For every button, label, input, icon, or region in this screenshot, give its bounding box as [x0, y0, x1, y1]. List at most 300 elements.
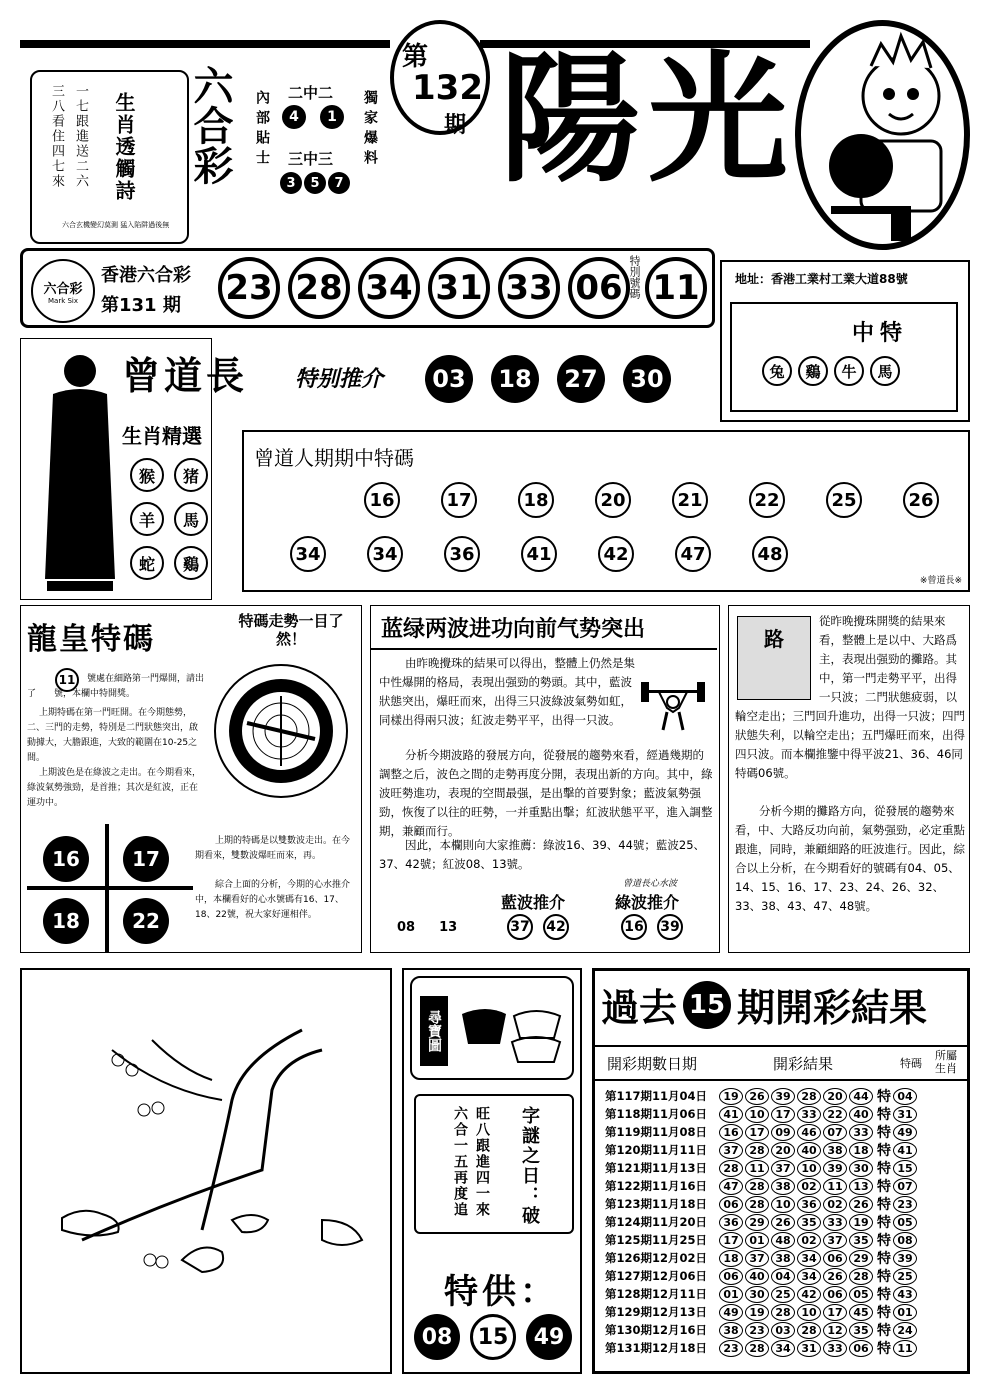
- results-ball: 26: [823, 1268, 847, 1285]
- results-period: 第126期12月02日: [605, 1251, 708, 1265]
- zeng-special-ball: 48: [752, 536, 788, 572]
- results-ball: 06: [719, 1268, 743, 1285]
- results-ball: 38: [823, 1142, 847, 1159]
- results-ball: 10: [797, 1304, 821, 1321]
- results-ball: 35: [849, 1322, 873, 1339]
- results-ball: 48: [771, 1232, 795, 1249]
- dragon-n1: 上期的特碼是以雙數波走出。在今期看來，雙數波爆旺而來，再。: [195, 836, 351, 861]
- newspaper-title: 陽光: [500, 38, 797, 202]
- results-ball: 28: [797, 1088, 821, 1105]
- er-nums: [282, 105, 344, 129]
- results-ball: 26: [745, 1088, 769, 1105]
- results-ball: 26: [771, 1214, 795, 1231]
- blue-ball: 37: [507, 914, 533, 940]
- results-ball: 18: [719, 1250, 743, 1267]
- results-ball: 01: [719, 1286, 743, 1303]
- results-period: 第124期11月20日: [605, 1215, 708, 1229]
- address: 地址：香港工業村工業大道88號: [735, 272, 908, 286]
- zeng-feature-ball: 03: [425, 355, 473, 403]
- results-ball: 29: [745, 1214, 769, 1231]
- results-te: 特: [877, 1125, 891, 1141]
- zeng-special-ball: 34: [290, 536, 326, 572]
- results-ball: 39: [771, 1088, 795, 1105]
- wave-p3: 因此，本欄則向大家推薦：綠波16、39、44號；藍波25、37、42號；紅波08、13號。: [379, 838, 706, 871]
- results-ball: 16: [719, 1124, 743, 1141]
- results-ball: 05: [849, 1286, 873, 1303]
- san-num-ball: 7: [328, 172, 350, 194]
- results-ball: 12: [823, 1322, 847, 1339]
- results-ball: 11: [823, 1178, 847, 1195]
- results-ball: 06: [823, 1286, 847, 1303]
- road-image-label: 路: [764, 627, 784, 651]
- results-ball: 09: [771, 1124, 795, 1141]
- inside-tips-label: 內部貼士: [254, 90, 270, 170]
- results-ball: 37: [771, 1160, 795, 1177]
- results-period: 第130期12月16日: [605, 1323, 708, 1337]
- treasure-scroll-b: 六合一五再度追: [452, 1106, 468, 1218]
- results-ball: 28: [745, 1142, 769, 1159]
- marksix-logo: [31, 259, 95, 323]
- results-special-ball: 15: [893, 1160, 917, 1177]
- zeng-feature-ball: 27: [557, 355, 605, 403]
- results-row: [605, 1087, 967, 1105]
- results-ball: 17: [823, 1304, 847, 1321]
- treasure-special-nums: [414, 1314, 572, 1360]
- treasure-label-box: [420, 996, 448, 1066]
- results-period: 第127期12月06日: [605, 1269, 708, 1283]
- san-zhong-san: 三中三: [288, 150, 334, 168]
- zodiac-select-item: 鷄: [174, 546, 208, 580]
- header: [0, 0, 988, 245]
- blue-nums: [507, 914, 569, 940]
- results-ball: 18: [849, 1142, 873, 1159]
- zhongte-zodiacs: [762, 356, 900, 386]
- results-ball: 28: [771, 1304, 795, 1321]
- results-ball: 20: [823, 1088, 847, 1105]
- results-row: [605, 1177, 967, 1195]
- results-period: 第123期11月18日: [605, 1197, 708, 1211]
- dragon-p3: 上期波色是在綠波之走出。在今期看來，綠波氣勢強勁，是首推；其次是紅波，正在運功中。: [27, 768, 202, 808]
- zodiac-select-item: 蛇: [130, 546, 164, 580]
- zeng-signature: ※曾道長※: [919, 576, 962, 586]
- results-period: 第117期11月04日: [605, 1089, 708, 1103]
- results-ball: 06: [719, 1196, 743, 1213]
- col-special-header: 特碼: [900, 1057, 922, 1070]
- zhongte-panel: [720, 260, 970, 422]
- treasure-header: [410, 976, 574, 1080]
- results-row: [605, 1339, 967, 1357]
- zhongte-zodiac: 鷄: [798, 356, 828, 386]
- treasure-special-ball: 15: [470, 1314, 516, 1360]
- results-ball: 10: [771, 1196, 795, 1213]
- zeng-special-ball: 26: [903, 482, 939, 518]
- results-special-ball: 07: [893, 1178, 917, 1195]
- results-ball: 40: [849, 1106, 873, 1123]
- results-ball: 06: [849, 1340, 873, 1357]
- treasure-label: 尋寶圖: [426, 1010, 442, 1052]
- results-special-ball: 11: [893, 1340, 917, 1357]
- zeng-special-ball: 16: [364, 482, 400, 518]
- results-ball: 34: [797, 1250, 821, 1267]
- gold-ingot-icon: [456, 994, 568, 1068]
- results-ball: 30: [849, 1160, 873, 1177]
- results-te: 特: [877, 1269, 891, 1285]
- results-te: 特: [877, 1323, 891, 1339]
- treasure-special-ball: 49: [526, 1314, 572, 1360]
- red-num: 08: [397, 920, 416, 935]
- results-row: [605, 1231, 967, 1249]
- results-ball: 11: [745, 1160, 769, 1177]
- zeng-panel-title: 曾道人期期中特碼: [254, 446, 414, 470]
- col-date-header: 開彩期數日期: [607, 1055, 698, 1073]
- results-period: 第119期11月08日: [605, 1125, 708, 1139]
- results-ball: 39: [823, 1160, 847, 1177]
- results-te: 特: [877, 1179, 891, 1195]
- results-ball: 23: [745, 1322, 769, 1339]
- issue-prefix: 第: [402, 42, 429, 72]
- results-section: [592, 968, 970, 1374]
- draw-ball: 31: [428, 257, 490, 319]
- results-ball: 36: [719, 1214, 743, 1231]
- zeng-special-ball: 25: [826, 482, 862, 518]
- results-ball: 36: [797, 1196, 821, 1213]
- results-ball: 31: [797, 1340, 821, 1357]
- results-row: [605, 1285, 967, 1303]
- compass-icon: [211, 661, 351, 801]
- dragon-ball: 18: [43, 898, 89, 944]
- draw-ball: 28: [288, 257, 350, 319]
- results-period: 第129期12月13日: [605, 1305, 708, 1319]
- zeng-special-ball: 17: [441, 482, 477, 518]
- results-title-a: 過去: [601, 986, 678, 1030]
- zeng-special-ball: 42: [598, 536, 634, 572]
- weightlifter-icon: [639, 672, 707, 732]
- er-num-ball: 4: [282, 105, 306, 129]
- results-ball: 40: [745, 1268, 769, 1285]
- results-ball: 04: [771, 1268, 795, 1285]
- dragon-p1: 號處在細路第一門爆開，請出了 號，本欄中特開獎。: [27, 674, 205, 699]
- results-ball: 07: [823, 1124, 847, 1141]
- results-ball: 06: [823, 1250, 847, 1267]
- results-title: [601, 977, 927, 1032]
- results-te: 特: [877, 1305, 891, 1321]
- draw-result-bar: [20, 248, 715, 328]
- results-row: [605, 1249, 967, 1267]
- results-te: 特: [877, 1287, 891, 1303]
- results-ball: 28: [745, 1178, 769, 1195]
- results-special-ball: 08: [893, 1232, 917, 1249]
- results-te: 特: [877, 1251, 891, 1267]
- green-nums: [621, 914, 683, 940]
- results-te: 特: [877, 1107, 891, 1123]
- wave-p2: 分析今期波路的發展方向，從發展的趨勢來看，經過幾期的調整之后，波色之間的走勢再度分開，表現出新的方向。其中，綠波旺勢進功，表現的空間最强，是出擊的首要對象；藍波氣勢强勁，恢復了以往的旺勢，一并重點出擊；紅波狀態平平，進入調整期，兼顧而行。: [379, 748, 713, 838]
- zeng-name: 曾道長: [122, 353, 249, 398]
- zhongte-inner: [730, 302, 958, 412]
- draw-line2: 第131 期: [101, 295, 181, 316]
- results-ball: 19: [745, 1304, 769, 1321]
- liuhecai-title: 六合彩: [187, 65, 234, 185]
- issue-badge: [390, 20, 490, 138]
- results-ball: 33: [797, 1106, 821, 1123]
- results-ball: 01: [745, 1232, 769, 1249]
- zeng-special-ball: 20: [595, 482, 631, 518]
- special-number-ball: 11: [645, 257, 707, 319]
- results-ball: 44: [849, 1088, 873, 1105]
- zhongte-zodiac: 牛: [834, 356, 864, 386]
- results-ball: 20: [771, 1142, 795, 1159]
- poem-scroll: [30, 70, 189, 244]
- results-ball: 37: [823, 1232, 847, 1249]
- dragon-ball: 22: [123, 898, 169, 944]
- issue-number: 132: [412, 68, 483, 108]
- results-row: [605, 1321, 967, 1339]
- results-ball: 38: [771, 1178, 795, 1195]
- results-ball: 42: [797, 1286, 821, 1303]
- marksix-logo-text: 六合彩: [43, 281, 83, 297]
- dragon-ball: 16: [43, 836, 89, 882]
- taoist-figure-icon: [35, 349, 125, 594]
- results-row: [605, 1195, 967, 1213]
- draw-ball: 34: [358, 257, 420, 319]
- zeng-special-panel: [242, 430, 970, 592]
- results-table: [605, 1087, 967, 1357]
- draw-ball: 33: [498, 257, 560, 319]
- zeng-special-ball: 47: [675, 536, 711, 572]
- wave-p1: 由昨晚攪珠的結果可以得出，整體上仍然是集中性爆開的格局，表現出强勁的勢頭。其中，藍波狀態突出，爆旺而來，出得三只波綠波氣勢如虹，同樣出得兩只波；紅波走勢平平，出得一只波。: [379, 656, 635, 727]
- zhongte-zodiac: 兔: [762, 356, 792, 386]
- draw-numbers: [218, 257, 630, 319]
- zeng-special-ball: 36: [444, 536, 480, 572]
- dragon-section: [20, 605, 362, 953]
- zodiac-select-item: 猪: [174, 458, 208, 492]
- results-te: 特: [877, 1197, 891, 1213]
- results-ball: 28: [797, 1322, 821, 1339]
- results-special-ball: 23: [893, 1196, 917, 1213]
- top-rule: [20, 40, 390, 48]
- results-ball: 22: [823, 1106, 847, 1123]
- green-ball: 39: [657, 914, 683, 940]
- results-te: 特: [877, 1089, 891, 1105]
- zeng-special-ball: 18: [518, 482, 554, 518]
- er-num-ball: 1: [320, 105, 344, 129]
- results-period: 第122期11月16日: [605, 1179, 708, 1193]
- dragon-p2: 上期特碼在第一門旺開。在今期態勢，二、三門的走勢，特別是二門狀態突出，啟動據大，大膽跟進，大致的範圍在10-25之間。: [27, 708, 199, 763]
- results-ball: 25: [771, 1286, 795, 1303]
- results-ball: 02: [797, 1178, 821, 1195]
- results-ball: 38: [719, 1322, 743, 1339]
- zodiac-select-grid: [130, 458, 210, 580]
- zeng-feature-ball: 30: [623, 355, 671, 403]
- results-period: 第125期11月25日: [605, 1233, 708, 1247]
- blue-label: 藍波推介: [501, 893, 566, 912]
- dragon-slogan: 特碼走勢一目了然！: [238, 612, 344, 648]
- results-count-ball: 15: [683, 981, 731, 1029]
- road-section: [728, 605, 970, 953]
- treasure-special-ball: 08: [414, 1314, 460, 1360]
- results-ball: 17: [771, 1106, 795, 1123]
- dragon-title: 龍皇特碼: [27, 622, 155, 657]
- results-period: 第128期12月11日: [605, 1287, 708, 1301]
- wave-sign: 曾道長心水波: [623, 879, 678, 889]
- results-ball: 30: [745, 1286, 769, 1303]
- zhongte-title: 中特: [852, 321, 909, 346]
- zeng-row1: [364, 482, 939, 518]
- results-ball: 37: [719, 1142, 743, 1159]
- results-period: 第120期11月11日: [605, 1143, 708, 1157]
- mascot-icon: [801, 26, 964, 244]
- draw-ball: 06: [568, 257, 630, 319]
- results-special-ball: 41: [893, 1142, 917, 1159]
- results-ball: 45: [849, 1304, 873, 1321]
- results-special-ball: 31: [893, 1106, 917, 1123]
- zeng-special-ball: 34: [367, 536, 403, 572]
- results-ball: 19: [849, 1214, 873, 1231]
- results-ball: 03: [771, 1322, 795, 1339]
- results-ball: 41: [719, 1106, 743, 1123]
- dragon-ball: 17: [123, 836, 169, 882]
- san-num-ball: 3: [280, 172, 302, 194]
- mascot-circle: [795, 20, 970, 250]
- results-title-b: 期開彩結果: [737, 986, 928, 1030]
- results-header: [595, 1045, 967, 1081]
- results-ball: 26: [849, 1196, 873, 1213]
- results-period: 第121期11月13日: [605, 1161, 708, 1175]
- treasure-special-label: 特供：: [444, 1272, 558, 1312]
- poem-note: 六合玄機變幻莫測 猛入陷阱過後無: [62, 221, 170, 229]
- draw-line1: 香港六合彩: [101, 265, 191, 286]
- results-ball: 28: [745, 1340, 769, 1357]
- results-te: 特: [877, 1341, 891, 1357]
- road-p2: 分析今期的攤路方向，從發展的趨勢來看，中、大路反功向前，氣勢强勁，必定重點跟進，同時，兼顧細路的旺波進行。因此，綜合以上分析，在今期看好的號碼有04、05、14、15、16、17、23、24、26、32、33、38、43、47、48號。: [735, 804, 965, 913]
- special-number-label: 特別號碼: [628, 255, 641, 299]
- results-special-ball: 05: [893, 1214, 917, 1231]
- results-ball: 34: [797, 1268, 821, 1285]
- results-special-ball: 01: [893, 1304, 917, 1321]
- results-special-ball: 25: [893, 1268, 917, 1285]
- red-nums: [397, 920, 457, 935]
- wave-title-rule: [371, 648, 717, 650]
- zodiac-select-item: 馬: [174, 502, 208, 536]
- treasure-hint: 字謎之日：破: [519, 1106, 540, 1226]
- results-period: 第131期12月18日: [605, 1341, 708, 1355]
- results-special-ball: 24: [893, 1322, 917, 1339]
- er-zhong-er: 二中二: [288, 84, 334, 102]
- results-ball: 17: [719, 1232, 743, 1249]
- results-row: [605, 1141, 967, 1159]
- zeng-special-ball: 41: [521, 536, 557, 572]
- results-row: [605, 1159, 967, 1177]
- issue-suffix: 期: [444, 112, 467, 138]
- zhongte-zodiac: 馬: [870, 356, 900, 386]
- zeng-feature-nums: [425, 355, 671, 403]
- results-ball: 35: [849, 1232, 873, 1249]
- results-ball: 38: [771, 1250, 795, 1267]
- results-ball: 10: [745, 1106, 769, 1123]
- results-te: 特: [877, 1143, 891, 1159]
- results-ball: 02: [823, 1196, 847, 1213]
- results-ball: 28: [719, 1160, 743, 1177]
- cross-h: [27, 886, 193, 890]
- red-num: 13: [439, 920, 458, 935]
- results-ball: 35: [797, 1214, 821, 1231]
- results-ball: 46: [797, 1124, 821, 1141]
- poem-col-b: 一七跟進送二六: [73, 84, 88, 189]
- poem-col-a: 三八看住四七來: [49, 84, 64, 189]
- results-row: [605, 1105, 967, 1123]
- green-label: 綠波推介: [615, 893, 680, 912]
- san-nums: [280, 172, 350, 194]
- results-ball: 28: [745, 1196, 769, 1213]
- results-ball: 40: [797, 1142, 821, 1159]
- results-ball: 33: [849, 1124, 873, 1141]
- results-ball: 34: [771, 1340, 795, 1357]
- results-row: [605, 1267, 967, 1285]
- results-row: [605, 1213, 967, 1231]
- results-ball: 33: [823, 1214, 847, 1231]
- zodiac-select-title: 生肖精選: [122, 424, 202, 448]
- results-row: [605, 1303, 967, 1321]
- results-ball: 49: [719, 1304, 743, 1321]
- road-p1: 從昨晚攪珠開獎的結果來看，整體上是以中、大路爲主，表現出强勁的攤路。其中，第一門走勢平平，出得一只波；二門狀態疲弱，以輪空走出；三門回升進功，出得一只波；四門狀態失利，以輪空走出；五門爆旺而來，出得四只波。而本欄推鑒中得平波21、36、46同特碼06號。: [735, 614, 965, 780]
- wave-section: [370, 605, 720, 953]
- results-ball: 13: [849, 1178, 873, 1195]
- draw-ball: 23: [218, 257, 280, 319]
- zeng-feature-ball: 18: [491, 355, 539, 403]
- results-special-ball: 49: [893, 1124, 917, 1141]
- green-ball: 16: [621, 914, 647, 940]
- results-special-ball: 39: [893, 1250, 917, 1267]
- results-ball: 47: [719, 1178, 743, 1195]
- col-result-header: 開彩結果: [773, 1055, 834, 1073]
- exclusive-label: 獨家爆料: [362, 90, 378, 170]
- treasure-section: [402, 968, 582, 1374]
- results-ball: 10: [797, 1160, 821, 1177]
- results-special-ball: 04: [893, 1088, 917, 1105]
- results-special-ball: 43: [893, 1286, 917, 1303]
- results-ball: 23: [719, 1340, 743, 1357]
- tree-mice-illustration: [22, 970, 390, 1372]
- results-ball: 17: [745, 1124, 769, 1141]
- results-period: 第118期11月06日: [605, 1107, 708, 1121]
- dragon-n2: 綜合上面的分析，今期的心水推介中，本欄看好的心水號碼有16、17、18、22號，祝大家好運相伴。: [195, 880, 351, 920]
- san-num-ball: 5: [304, 172, 326, 194]
- zeng-special-ball: 21: [672, 482, 708, 518]
- zodiac-select-item: 猴: [130, 458, 164, 492]
- results-te: 特: [877, 1233, 891, 1249]
- tree-picture: [20, 968, 392, 1374]
- col-zodiac-header: 所屬生肖: [935, 1049, 957, 1075]
- results-row: [605, 1123, 967, 1141]
- dragon-p1-num: 11: [55, 668, 79, 692]
- results-ball: 02: [797, 1232, 821, 1249]
- zeng-feature: 特别推介: [295, 367, 384, 392]
- results-te: 特: [877, 1215, 891, 1231]
- treasure-scroll-a: 旺八跟進四一來: [474, 1106, 490, 1218]
- wave-title: 蓝绿两波进功向前气势突出: [381, 617, 646, 642]
- results-ball: 29: [849, 1250, 873, 1267]
- zeng-special-ball: 22: [749, 482, 785, 518]
- zodiac-select-item: 羊: [130, 502, 164, 536]
- zeng-row2: [290, 536, 788, 572]
- results-ball: 28: [849, 1268, 873, 1285]
- treasure-scroll: [414, 1094, 574, 1234]
- results-ball: 19: [719, 1088, 743, 1105]
- results-ball: 33: [823, 1340, 847, 1357]
- results-ball: 37: [745, 1250, 769, 1267]
- marksix-logo-sub: Mark Six: [47, 296, 79, 305]
- blue-ball: 42: [543, 914, 569, 940]
- results-te: 特: [877, 1161, 891, 1177]
